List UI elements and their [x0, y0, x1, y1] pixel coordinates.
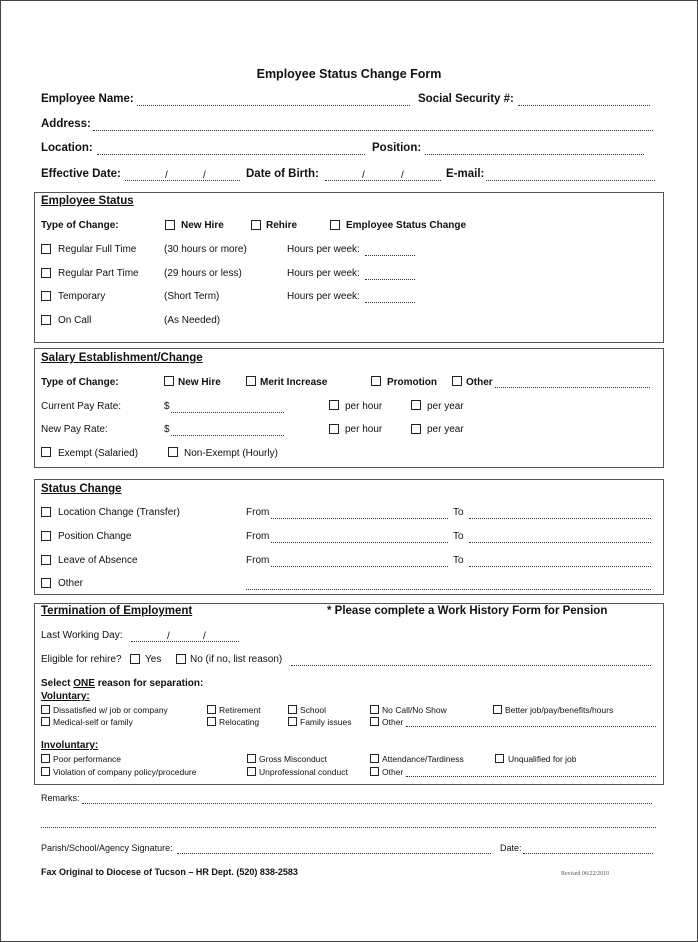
poor-performance-label: Poor performance: [53, 754, 122, 764]
date-field[interactable]: [523, 853, 653, 854]
position-to-label: To: [453, 531, 464, 542]
on-call-note: (As Needed): [164, 315, 221, 326]
ssn-field[interactable]: [518, 105, 650, 106]
unqualified-label: Unqualified for job: [508, 754, 577, 764]
date-slash: /: [167, 631, 170, 642]
date-slash: /: [203, 170, 206, 181]
temporary-label: Temporary: [58, 291, 106, 302]
current-per-hour-checkbox[interactable]: [329, 400, 339, 410]
voluntary-other-field[interactable]: [406, 726, 656, 727]
email-label: E-mail:: [446, 168, 485, 180]
email-field[interactable]: [486, 180, 655, 181]
current-pay-dollar: $: [164, 401, 170, 412]
current-pay-field[interactable]: [171, 412, 284, 413]
temporary-hours-label: Hours per week:: [287, 291, 360, 302]
location-change-label: Location Change (Transfer): [58, 507, 180, 518]
non-exempt-checkbox[interactable]: [168, 447, 178, 457]
current-per-year-checkbox[interactable]: [411, 400, 421, 410]
effective-date-label: Effective Date:: [41, 168, 121, 180]
full-time-hours-label: Hours per week:: [287, 244, 360, 255]
rehire-yes-checkbox[interactable]: [130, 654, 140, 664]
date-slash: /: [362, 170, 365, 181]
temporary-note: (Short Term): [164, 291, 220, 302]
involuntary-other-field[interactable]: [406, 776, 656, 777]
rehire-yes-label: Yes: [145, 654, 162, 665]
attendance-checkbox[interactable]: [370, 754, 379, 763]
location-change-checkbox[interactable]: [41, 507, 51, 517]
current-per-hour-label: per hour: [345, 401, 383, 412]
temporary-checkbox[interactable]: [41, 291, 51, 301]
salary-new-hire-label: New Hire: [178, 377, 221, 388]
on-call-label: On Call: [58, 315, 92, 326]
better-job-label: Better job/pay/benefits/hours: [505, 705, 614, 715]
unprofessional-label: Unprofessional conduct: [259, 767, 348, 777]
merit-increase-checkbox[interactable]: [246, 376, 256, 386]
position-change-label: Position Change: [58, 531, 132, 542]
salary-heading: Salary Establishment/Change: [41, 352, 203, 364]
leave-label: Leave of Absence: [58, 555, 138, 566]
rehire-label: Rehire: [266, 220, 298, 231]
employee-name-field[interactable]: [137, 105, 410, 106]
fax-note: Fax Original to Diocese of Tucson – HR Dept. (520) 838-2583: [41, 867, 298, 877]
status-change-heading: Status Change: [41, 483, 122, 495]
gross-misconduct-label: Gross Misconduct: [259, 754, 328, 764]
retirement-label: Retirement: [219, 705, 261, 715]
leave-from-field[interactable]: [271, 566, 448, 567]
family-issues-label: Family issues: [300, 717, 352, 727]
new-hire-checkbox[interactable]: [165, 220, 175, 230]
gross-misconduct-checkbox[interactable]: [247, 754, 256, 763]
medical-label: Medical-self or family: [53, 717, 133, 727]
address-label: Address:: [41, 118, 91, 130]
status-other-field[interactable]: [246, 589, 651, 590]
family-issues-checkbox[interactable]: [288, 717, 297, 726]
position-from-label: From: [246, 531, 270, 542]
part-time-label: Regular Part Time: [58, 268, 139, 279]
retirement-checkbox[interactable]: [207, 705, 216, 714]
select-reason-label: [41, 678, 203, 689]
leave-to-field[interactable]: [469, 566, 651, 567]
pension-note: * Please complete a Work History Form for Pension: [327, 605, 608, 617]
location-from-label: From: [246, 507, 270, 518]
signature-label: Parish/School/Agency Signature:: [41, 843, 173, 853]
school-checkbox[interactable]: [288, 705, 297, 714]
select-prefix: Select: [41, 678, 74, 689]
full-time-hours-field[interactable]: [365, 255, 415, 256]
salary-new-hire-checkbox[interactable]: [164, 376, 174, 386]
salary-type-label: Type of Change:: [41, 377, 119, 388]
status-other-checkbox[interactable]: [41, 578, 51, 588]
leave-checkbox[interactable]: [41, 555, 51, 565]
dissatisfied-label: Dissatisfied w/ job or company: [53, 705, 168, 715]
on-call-checkbox[interactable]: [41, 315, 51, 325]
poor-performance-checkbox[interactable]: [41, 754, 50, 763]
voluntary-heading: Voluntary:: [41, 691, 90, 702]
signature-field[interactable]: [177, 853, 491, 854]
status-other-label: Other: [58, 578, 84, 589]
status-change-checkbox[interactable]: [330, 220, 340, 230]
attendance-label: Attendance/Tardiness: [382, 754, 464, 764]
position-change-checkbox[interactable]: [41, 531, 51, 541]
type-of-change-label: Type of Change:: [41, 220, 119, 231]
no-call-checkbox[interactable]: [370, 705, 379, 714]
part-time-note: (29 hours or less): [164, 268, 242, 279]
involuntary-heading: Involuntary:: [41, 740, 99, 751]
remarks-field[interactable]: [82, 803, 652, 804]
involuntary-other-label: Other: [382, 767, 404, 777]
rehire-checkbox[interactable]: [251, 220, 261, 230]
non-exempt-label: Non-Exempt (Hourly): [184, 448, 278, 459]
relocating-label: Relocating: [219, 717, 260, 727]
salary-other-label: Other: [466, 377, 493, 388]
leave-from-label: From: [246, 555, 270, 566]
select-suffix: reason for separation:: [94, 678, 204, 689]
location-from-field[interactable]: [271, 518, 448, 519]
new-pay-dollar: $: [164, 424, 170, 435]
location-to-field[interactable]: [469, 518, 651, 519]
rehire-question: Eligible for rehire?: [41, 654, 122, 665]
dob-label: Date of Birth:: [246, 168, 319, 180]
voluntary-other-label: Other: [382, 717, 404, 727]
employee-name-label: Employee Name:: [41, 93, 134, 105]
policy-violation-checkbox[interactable]: [41, 767, 50, 776]
unprofessional-checkbox[interactable]: [247, 767, 256, 776]
position-field[interactable]: [425, 154, 644, 155]
full-time-note: (30 hours or more): [164, 244, 247, 255]
select-one: ONE: [73, 678, 95, 689]
location-to-label: To: [453, 507, 464, 518]
effective-date-field[interactable]: [125, 180, 240, 181]
rehire-reason-field[interactable]: [291, 665, 651, 666]
rehire-no-label: No (if no, list reason): [190, 654, 283, 665]
remarks-label: Remarks:: [41, 793, 80, 803]
promotion-label: Promotion: [387, 377, 437, 388]
salary-other-checkbox[interactable]: [452, 376, 462, 386]
date-label: Date:: [500, 843, 522, 853]
temporary-hours-field[interactable]: [365, 302, 415, 303]
better-job-checkbox[interactable]: [493, 705, 502, 714]
new-hire-label: New Hire: [181, 220, 224, 231]
unqualified-checkbox[interactable]: [495, 754, 504, 763]
address-field[interactable]: [93, 130, 653, 131]
form-title: Employee Status Change Form: [256, 67, 442, 81]
position-from-field[interactable]: [271, 542, 448, 543]
location-field[interactable]: [97, 154, 365, 155]
last-day-label: Last Working Day:: [41, 630, 123, 641]
location-label: Location:: [41, 142, 93, 154]
medical-checkbox[interactable]: [41, 717, 50, 726]
new-per-hour-label: per hour: [345, 424, 383, 435]
status-change-label: Employee Status Change: [346, 220, 467, 231]
promotion-checkbox[interactable]: [371, 376, 381, 386]
voluntary-other-checkbox[interactable]: [370, 717, 379, 726]
new-per-hour-checkbox[interactable]: [329, 424, 339, 434]
position-label: Position:: [372, 142, 422, 154]
date-slash: /: [401, 170, 404, 181]
merit-increase-label: Merit Increase: [260, 377, 328, 388]
part-time-checkbox[interactable]: [41, 268, 51, 278]
new-pay-label: New Pay Rate:: [41, 424, 108, 435]
position-to-field[interactable]: [469, 542, 651, 543]
full-time-label: Regular Full Time: [58, 244, 137, 255]
involuntary-other-checkbox[interactable]: [370, 767, 379, 776]
no-call-label: No Call/No Show: [382, 705, 447, 715]
ssn-label: Social Security #:: [418, 93, 514, 105]
dob-field[interactable]: [325, 180, 441, 181]
remarks-field-2[interactable]: [41, 827, 656, 828]
rehire-no-checkbox[interactable]: [176, 654, 186, 664]
exempt-label: Exempt (Salaried): [58, 448, 139, 459]
exempt-checkbox[interactable]: [41, 447, 51, 457]
current-pay-label: Current Pay Rate:: [41, 401, 122, 412]
new-per-year-checkbox[interactable]: [411, 424, 421, 434]
current-per-year-label: per year: [427, 401, 464, 412]
policy-violation-label: Violation of company policy/procedure: [53, 767, 197, 777]
date-slash: /: [165, 170, 168, 181]
dissatisfied-checkbox[interactable]: [41, 705, 50, 714]
termination-heading: Termination of Employment: [41, 605, 193, 617]
full-time-checkbox[interactable]: [41, 244, 51, 254]
leave-to-label: To: [453, 555, 464, 566]
relocating-checkbox[interactable]: [207, 717, 216, 726]
employee-status-heading: Employee Status: [41, 195, 134, 207]
new-per-year-label: per year: [427, 424, 464, 435]
new-pay-field[interactable]: [171, 435, 284, 436]
part-time-hours-label: Hours per week:: [287, 268, 360, 279]
last-day-field[interactable]: [131, 641, 239, 642]
school-label: School: [300, 705, 326, 715]
salary-other-field[interactable]: [495, 387, 650, 388]
date-slash: /: [203, 631, 206, 642]
part-time-hours-field[interactable]: [365, 279, 415, 280]
revised-date: Revised 06/22/2010: [561, 871, 610, 877]
